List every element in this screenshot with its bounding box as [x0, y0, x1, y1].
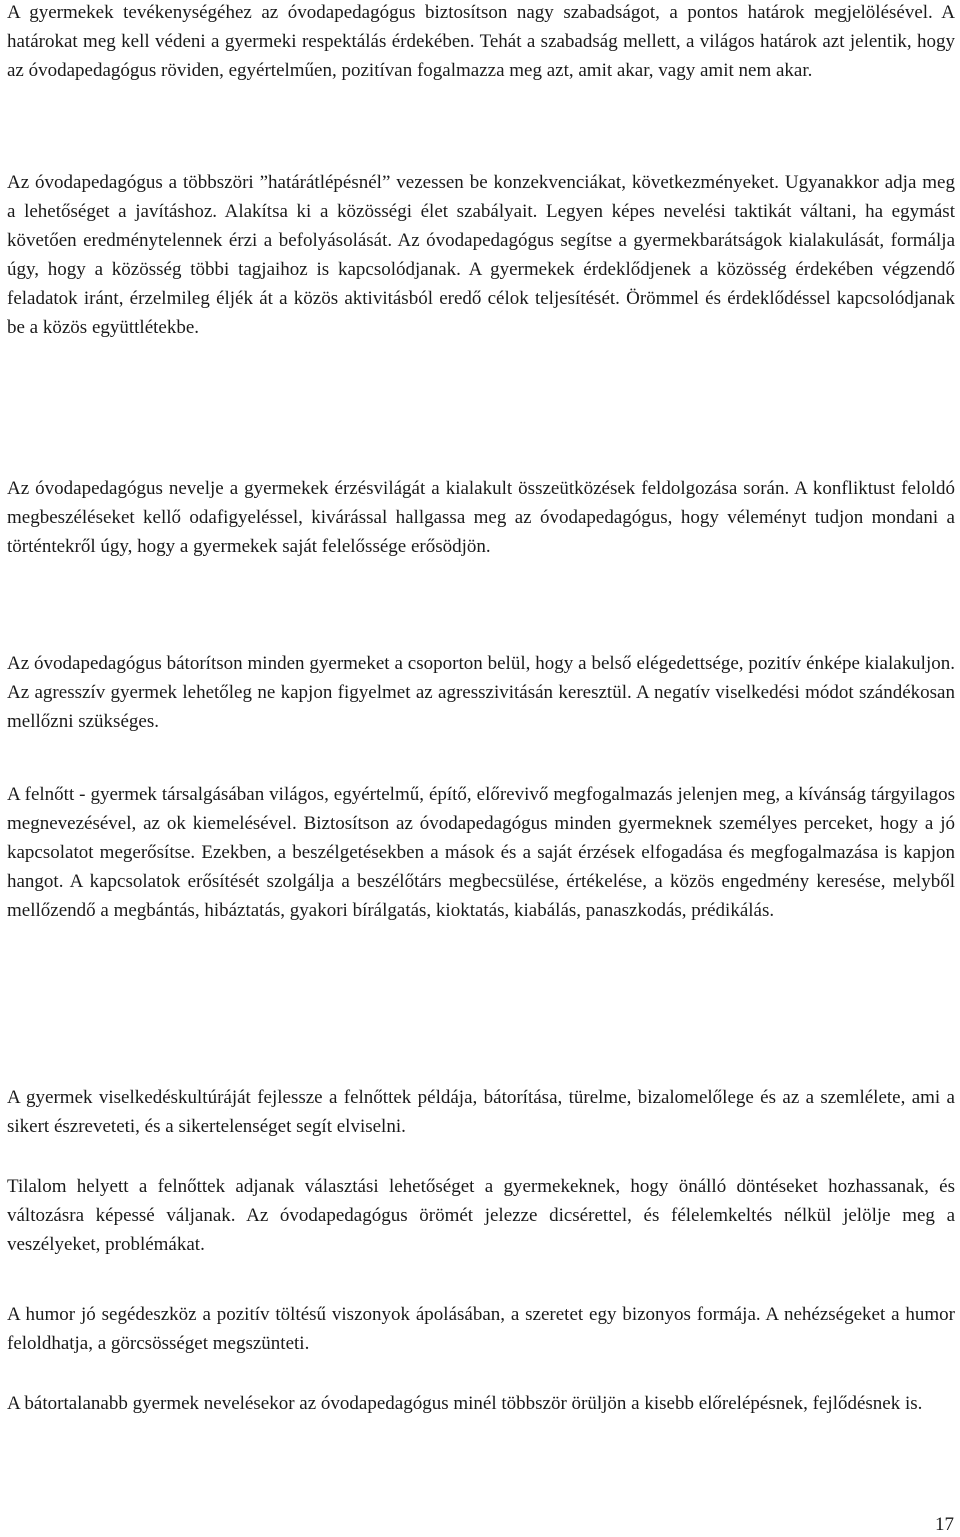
paragraph-1: A gyermekek tevékenységéhez az óvodapedagógus biztosítson nagy szabadságot, a pontos határok megjelölésével. A határokat meg kell védeni a gyermeki respektálás érdekében. Tehát a szabadság mellett, a világos határok azt jelentik, hogy az óvodapedagógus röviden, egyértelműen, pozitívan fogalmazza meg azt, amit akar, vagy amit nem akar. — [7, 2, 955, 81]
paragraph-9: A bátortalanabb gyermek nevelésekor az óvodapedagógus minél többször örüljön a kisebb előrelépésnek, fejlődésnek is. — [7, 1393, 923, 1414]
paragraph-4: Az óvodapedagógus bátorítson minden gyermeket a csoporton belül, hogy a belső elégedettsége, pozitív énképe kialakuljon. Az agresszív gyermek lehetőleg ne kapjon figyelmet az agresszivitásán keresztül. A negatív viselkedési módot szándékosan mellőzni szükséges. — [7, 653, 955, 732]
page-number: 17 — [935, 1514, 954, 1535]
paragraph-8: A humor jó segédeszköz a pozitív töltésű viszonyok ápolásában, a szeretet egy bizonyos formája. A nehézségeket a humor feloldhatja, a görcsösséget megszünteti. — [7, 1304, 955, 1354]
paragraph-5: A felnőtt - gyermek társalgásában világos, egyértelmű, építő, előrevivő megfogalmazás jelenjen meg, a kívánság tárgyilagos megnevezésével, az ok kiemelésével. Biztosítson az óvodapedagógus minden gyermeknek személyes perceket, hogy a jó kapcsolatot megerősítse. Ezekben, a beszélgetésekben a mások és a saját érzések elfogadása és megfogalmazása is kapjon hangot. A kapcsolatok erősítését szolgálja a beszélőtárs megbecsülése, értékelése, a közös engedmény keresése, melyből mellőzendő a megbántás, hibáztatás, gyakori bírálgatás, kioktatás, kiabálás, panaszkodás, prédikálás. — [7, 784, 955, 921]
paragraph-2: Az óvodapedagógus a többszöri ”határátlépésnél” vezessen be konzekvenciákat, következményeket. Ugyanakkor adja meg a lehetőséget a javításhoz. Alakítsa ki a közösségi élet szabályait. Legyen képes nevelési taktikát váltani, ha egymást követően eredménytelennek érzi a befolyásolását. Az óvodapedagógus segítse a gyermekbarátságok kialakulását, formálja úgy, hogy a közösség többi tagjaihoz is kapcsolódjanak. A gyermekek érdeklődjenek a közösség érdekében végzendő feladatok iránt, érzelmileg éljék át a közös aktivitásból eredő célok teljesítését. Örömmel és érdeklődéssel kapcsolódjanak be a közös együttlétekbe. — [7, 172, 955, 338]
paragraph-6: A gyermek viselkedéskultúráját fejlessze a felnőttek példája, bátorítása, türelme, bizalomelőlege és az a szemlélete, ami a sikert észreveteti, és a sikertelenséget segít elviselni. — [7, 1087, 955, 1137]
paragraph-3: Az óvodapedagógus nevelje a gyermekek érzésvilágát a kialakult összeütközések feldolgozása során. A konfliktust feloldó megbeszéléseket kellő odafigyeléssel, kivárással hallgassa meg az óvodapedagógus, hogy véleményt tudjon mondani a történtekről úgy, hogy a gyermekek saját felelőssége erősödjön. — [7, 478, 955, 557]
paragraph-7: Tilalom helyett a felnőttek adjanak választási lehetőséget a gyermekeknek, hogy önálló döntéseket hozhassanak, és változásra képessé váljanak. Az óvodapedagógus örömét jelezze dicsérettel, és félelemkeltés nélkül jelölje meg a veszélyeket, problémákat. — [7, 1176, 955, 1255]
